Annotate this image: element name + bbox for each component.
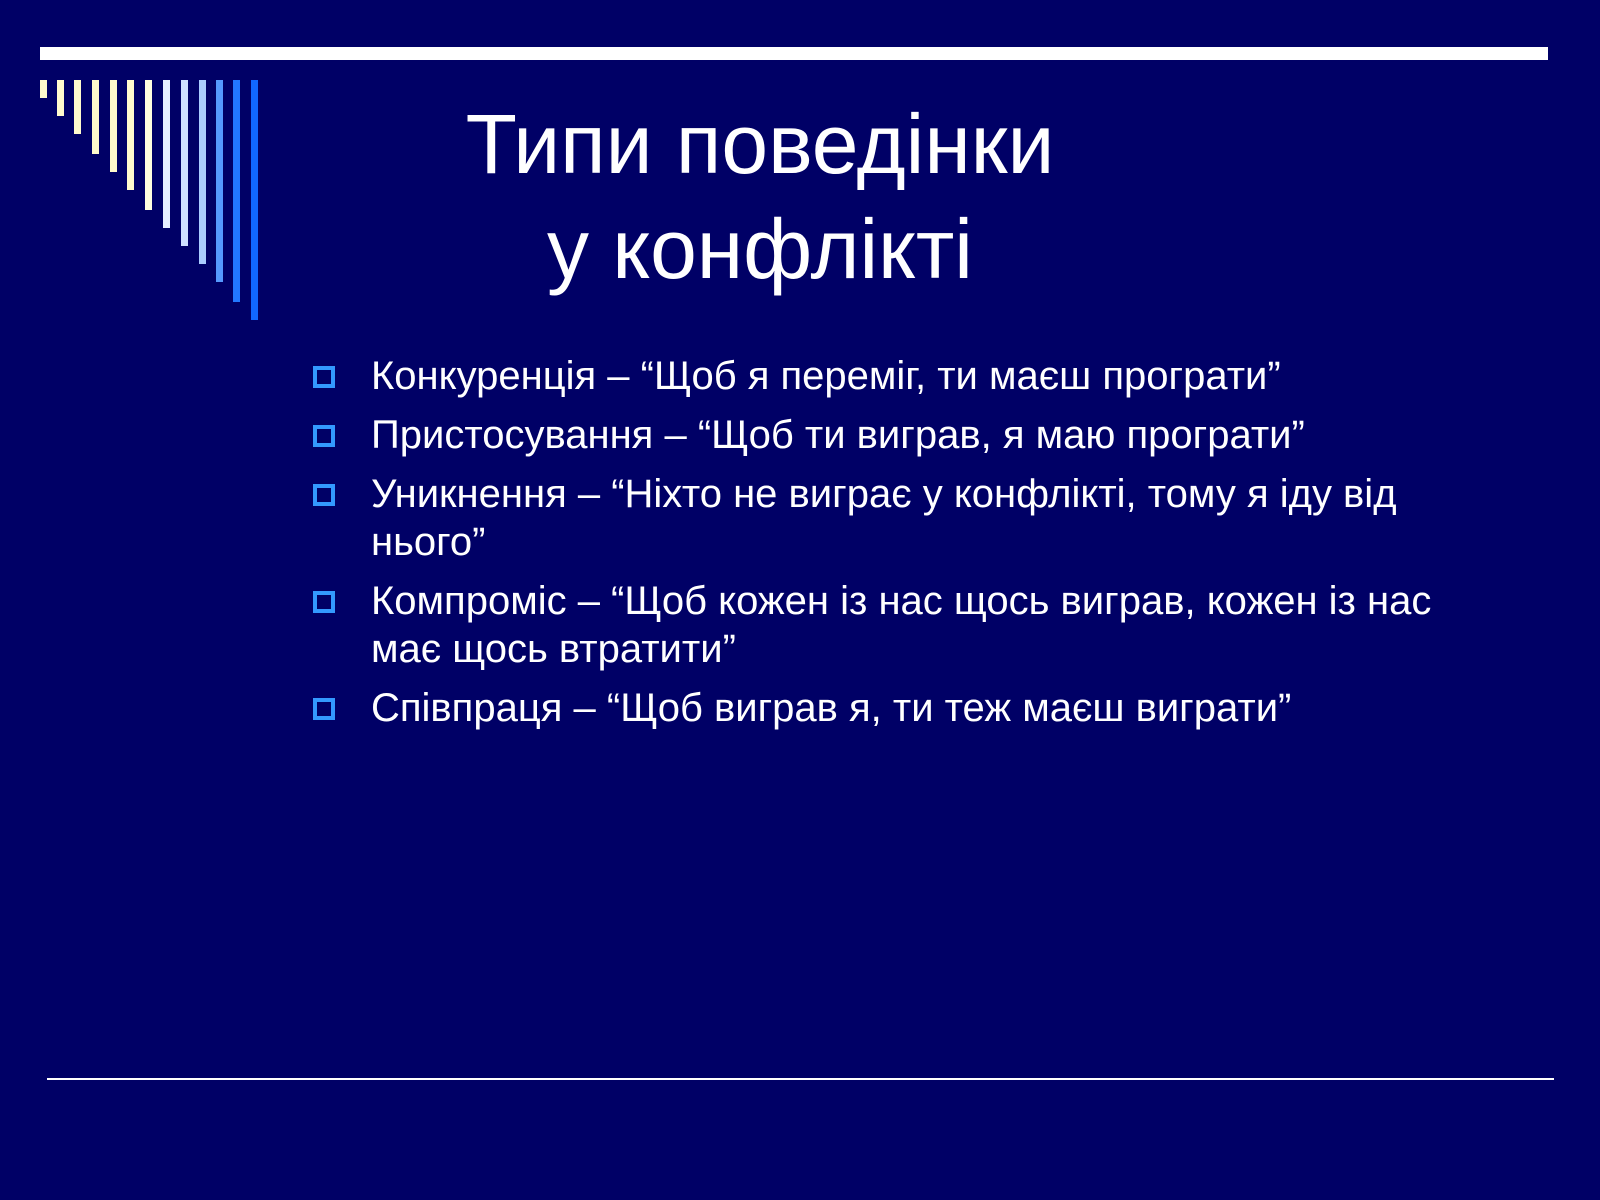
stripe	[233, 80, 240, 302]
square-bullet-icon	[313, 425, 335, 447]
bottom-rule	[47, 1078, 1554, 1080]
bullet-text: Пристосування – “Щоб ти виграв, я маю програти”	[371, 413, 1305, 457]
stripe	[145, 80, 152, 210]
stripe	[199, 80, 206, 264]
list-item	[312, 352, 1472, 400]
square-bullet-icon	[313, 698, 335, 720]
stripe	[127, 80, 134, 190]
square-bullet-icon	[313, 366, 335, 388]
stripe	[40, 80, 47, 98]
stripe	[251, 80, 258, 320]
decorative-stripes	[0, 0, 300, 330]
square-bullet-icon	[313, 484, 335, 506]
stripe	[181, 80, 188, 246]
list-item	[312, 684, 1472, 732]
stripe	[216, 80, 223, 282]
bullet-text: Співпраця – “Щоб виграв я, ти теж маєш виграти”	[371, 686, 1292, 730]
stripe	[74, 80, 81, 134]
list-item	[312, 470, 1472, 566]
square-bullet-icon	[313, 591, 335, 613]
stripe	[110, 80, 117, 172]
bullet-list	[312, 352, 1472, 743]
list-item	[312, 577, 1472, 673]
bullet-text: Конкуренція – “Щоб я переміг, ти маєш програти”	[371, 354, 1281, 398]
list-item	[312, 411, 1472, 459]
bullet-text: Уникнення – “Ніхто не виграє у конфлікті, тому я іду від нього”	[371, 472, 1397, 564]
title-line: Типи поведінки	[465, 97, 1055, 191]
title-line: у конфлікті	[547, 202, 973, 296]
stripe	[92, 80, 99, 154]
bullet-text: Компроміс – “Щоб кожен із нас щось виграв, кожен із нас має щось втратити”	[371, 579, 1432, 671]
slide-title	[260, 92, 1260, 302]
stripe	[57, 80, 64, 116]
stripe	[163, 80, 170, 228]
